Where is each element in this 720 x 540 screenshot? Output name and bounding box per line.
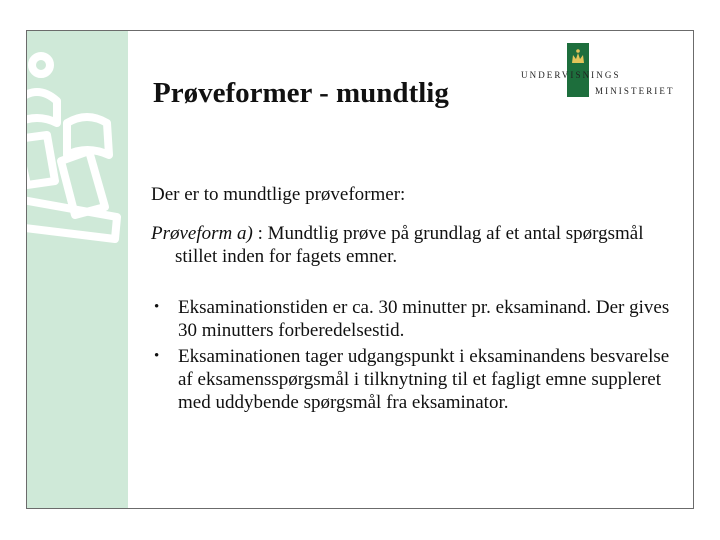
ministry-logo [521,41,681,101]
list-item [151,345,681,414]
definition-paragraph [151,222,681,268]
crown-watermark-icon [27,31,128,281]
intro-text: Der er to mundtlige prøveformer: [151,184,406,205]
logo-text-line2: MINISTERIET [595,86,675,96]
slide-title: Prøveformer - mundtlig [153,77,449,109]
bullet-text: Eksaminationstiden er ca. 30 minutter pr. eksaminand. Der gives 30 minutters forberedelsestid. [178,297,670,341]
slide-body [151,183,681,417]
bullet-icon: • [154,299,160,315]
bullet-list [151,296,681,414]
definition-label: Prøveform a) [151,223,253,244]
bullet-icon: • [154,348,160,364]
bullet-text: Eksaminationen tager udgangspunkt i eksaminandens besvarelse af eksamensspørgsmål i tilknytning til et fagligt emne suppleret med uddybende spørgsmål fra eksaminator. [178,346,670,413]
list-item [151,296,681,342]
logo-text-line1: UNDERVISNINGS [521,70,621,80]
slide [26,30,694,509]
sidebar-band [27,31,128,508]
definition-text: : Mundtlig prøve på grundlag af et antal spørgsmål stillet inden for fagets emner. [175,223,644,267]
